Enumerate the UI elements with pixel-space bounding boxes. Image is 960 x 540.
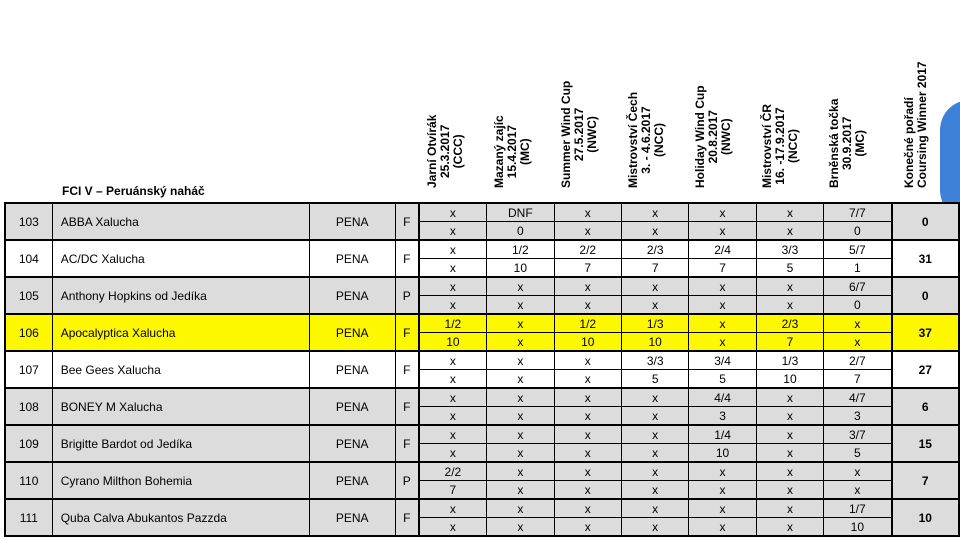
dog-entry (5, 203, 959, 240)
placement-cell: x (756, 462, 823, 481)
placement-cell: x (756, 277, 823, 296)
points-cell: x (621, 481, 688, 500)
table-row (5, 314, 959, 333)
points-cell: 5 (756, 259, 823, 278)
table-row (5, 499, 959, 518)
column-header-line1: Brněnská točka (827, 98, 841, 188)
column-header-line3: (NCC) (786, 128, 800, 163)
category-title: FCI V – Peruánský naháč (62, 184, 205, 198)
total-points: 31 (892, 240, 959, 277)
placement-cell: x (554, 425, 621, 444)
column-header-line1: Mistrovství Čech (626, 91, 640, 188)
catalog-number: 106 (5, 314, 52, 351)
points-cell: 7 (756, 333, 823, 352)
points-cell: x (419, 222, 487, 241)
column-header-5 (694, 85, 733, 188)
placement-cell: 2/3 (756, 314, 823, 333)
column-header-line1: Jarní Otvírák (425, 114, 439, 188)
placement-cell: x (487, 277, 554, 296)
points-cell: 10 (621, 333, 688, 352)
total-points: 37 (892, 314, 959, 351)
placement-cell: x (621, 425, 688, 444)
placement-cell: x (756, 499, 823, 518)
placement-cell: x (487, 314, 554, 333)
dog-entry (5, 314, 959, 351)
points-cell: 3 (824, 407, 892, 426)
points-cell: x (554, 370, 621, 389)
points-cell: x (689, 222, 756, 241)
placement-cell: x (554, 277, 621, 296)
points-cell: x (756, 222, 823, 241)
dog-name: Apocalyptica Xalucha (52, 314, 309, 351)
points-cell: x (554, 296, 621, 315)
total-points: 6 (892, 388, 959, 425)
total-points: 0 (892, 277, 959, 314)
breed-code: PENA (309, 462, 395, 499)
placement-cell: x (621, 499, 688, 518)
points-cell: 10 (487, 259, 554, 278)
points-cell: 0 (824, 222, 892, 241)
sex-code: P (395, 277, 418, 314)
placement-cell: x (487, 462, 554, 481)
points-cell: x (487, 296, 554, 315)
placement-cell: 4/4 (689, 388, 756, 407)
points-cell: 10 (824, 518, 892, 537)
placement-cell: x (419, 240, 487, 259)
placement-cell: 3/4 (689, 351, 756, 370)
points-cell: x (487, 333, 554, 352)
table-row (5, 277, 959, 296)
points-cell: x (554, 222, 621, 241)
placement-cell: x (419, 499, 487, 518)
points-cell: x (689, 481, 756, 500)
column-header-line3: (NWC) (719, 118, 733, 156)
points-cell: x (487, 518, 554, 537)
table-row (5, 462, 959, 481)
column-header-7 (828, 99, 867, 188)
dog-name: AC/DC Xalucha (52, 240, 309, 277)
column-header-line3: (NCC) (652, 122, 666, 157)
total-points: 0 (892, 203, 959, 240)
column-header-8 (903, 61, 929, 188)
placement-cell: x (419, 351, 487, 370)
breed-code: PENA (309, 240, 395, 277)
sex-code: F (395, 203, 418, 240)
catalog-number: 111 (5, 499, 52, 536)
points-cell: 10 (756, 370, 823, 389)
placement-cell: 1/2 (419, 314, 487, 333)
points-cell: 5 (824, 444, 892, 463)
placement-cell: 1/4 (689, 425, 756, 444)
points-cell: x (554, 444, 621, 463)
placement-cell: 6/7 (824, 277, 892, 296)
points-cell: 0 (824, 296, 892, 315)
column-header-line2: 20.8.2017 (706, 110, 720, 164)
points-cell: 7 (554, 259, 621, 278)
points-cell: x (487, 407, 554, 426)
placement-cell: DNF (487, 203, 554, 222)
placement-cell: x (756, 203, 823, 222)
sex-code: F (395, 351, 418, 388)
points-cell: 5 (621, 370, 688, 389)
dog-name: ABBA Xalucha (52, 203, 309, 240)
points-cell: x (487, 370, 554, 389)
catalog-number: 108 (5, 388, 52, 425)
points-cell: x (756, 518, 823, 537)
total-points: 27 (892, 351, 959, 388)
placement-cell: 1/2 (487, 240, 554, 259)
placement-cell: x (419, 388, 487, 407)
column-header-line1: Mazaný zajíc (492, 115, 506, 188)
points-cell: 7 (824, 370, 892, 389)
dog-entry (5, 388, 959, 425)
points-cell: x (419, 407, 487, 426)
placement-cell: x (487, 388, 554, 407)
placement-cell: x (824, 314, 892, 333)
catalog-number: 104 (5, 240, 52, 277)
points-cell: x (824, 333, 892, 352)
placement-cell: x (419, 425, 487, 444)
table-row (5, 240, 959, 259)
placement-cell: 2/2 (554, 240, 621, 259)
dog-name: Cyrano Milthon Bohemia (52, 462, 309, 499)
points-cell: x (621, 296, 688, 315)
points-cell: x (824, 481, 892, 500)
points-cell: x (689, 333, 756, 352)
placement-cell: x (554, 499, 621, 518)
placement-cell: 3/3 (756, 240, 823, 259)
points-cell: x (621, 518, 688, 537)
sex-code: P (395, 462, 418, 499)
points-cell: x (756, 407, 823, 426)
points-cell: 10 (554, 333, 621, 352)
column-header-2 (493, 115, 532, 188)
column-headers (0, 0, 960, 200)
dog-name: Bee Gees Xalucha (52, 351, 309, 388)
points-cell: 3 (689, 407, 756, 426)
catalog-number: 103 (5, 203, 52, 240)
points-cell: 10 (419, 333, 487, 352)
points-cell: 5 (689, 370, 756, 389)
breed-code: PENA (309, 388, 395, 425)
points-cell: x (419, 518, 487, 537)
dog-name: Anthony Hopkins od Jedíka (52, 277, 309, 314)
column-header-line1: Holiday Wind Cup (693, 85, 707, 188)
table-row (5, 388, 959, 407)
placement-cell: x (621, 388, 688, 407)
points-cell: x (554, 481, 621, 500)
table-row (5, 351, 959, 370)
placement-cell: x (621, 462, 688, 481)
breed-code: PENA (309, 425, 395, 462)
column-header-6 (761, 104, 800, 188)
column-header-line1: Summer Wind Cup (559, 80, 573, 188)
placement-cell: x (689, 499, 756, 518)
placement-cell: 1/3 (756, 351, 823, 370)
placement-cell: x (689, 277, 756, 296)
placement-cell: 4/7 (824, 388, 892, 407)
placement-cell: x (756, 388, 823, 407)
placement-cell: 5/7 (824, 240, 892, 259)
breed-code: PENA (309, 314, 395, 351)
points-cell: 10 (689, 444, 756, 463)
sex-code: F (395, 388, 418, 425)
sex-code: F (395, 499, 418, 536)
column-header-line1: Konečné pořadí (902, 97, 916, 188)
placement-cell: x (487, 351, 554, 370)
points-cell: x (689, 518, 756, 537)
points-cell: 0 (487, 222, 554, 241)
points-cell: x (621, 407, 688, 426)
placement-cell: 2/7 (824, 351, 892, 370)
points-cell: 7 (621, 259, 688, 278)
sex-code: F (395, 314, 418, 351)
table-row (5, 203, 959, 222)
placement-cell: x (824, 462, 892, 481)
dog-name: Brigitte Bardot od Jedíka (52, 425, 309, 462)
column-header-line2: 3. - 4.6.2017 (639, 106, 653, 174)
placement-cell: 7/7 (824, 203, 892, 222)
placement-cell: x (621, 203, 688, 222)
dog-entry (5, 277, 959, 314)
placement-cell: x (487, 425, 554, 444)
table-row (5, 425, 959, 444)
dog-entry (5, 462, 959, 499)
column-header-line2: 30.9.2017 (840, 116, 854, 171)
placement-cell: 1/7 (824, 499, 892, 518)
points-cell: x (756, 296, 823, 315)
dog-entry (5, 240, 959, 277)
placement-cell: 3/3 (621, 351, 688, 370)
column-header-4 (627, 92, 666, 188)
points-cell: x (621, 444, 688, 463)
placement-cell: x (689, 462, 756, 481)
points-cell: x (554, 407, 621, 426)
placement-cell: x (689, 314, 756, 333)
points-cell: x (487, 444, 554, 463)
placement-cell: 2/3 (621, 240, 688, 259)
points-cell: x (756, 481, 823, 500)
dog-entry (5, 425, 959, 462)
points-cell: x (689, 296, 756, 315)
catalog-number: 109 (5, 425, 52, 462)
column-header-line3: (CCC) (451, 134, 465, 169)
column-header-line2: 25.3.2017 (438, 124, 452, 179)
placement-cell: 3/7 (824, 425, 892, 444)
points-cell: x (419, 259, 487, 278)
points-cell: 7 (419, 481, 487, 500)
points-cell: x (756, 444, 823, 463)
column-header-line2: 27.5.2017 (572, 107, 586, 162)
dog-name: BONEY M Xalucha (52, 388, 309, 425)
sex-code: F (395, 240, 418, 277)
points-cell: x (621, 222, 688, 241)
column-header-line3: (NWC) (585, 116, 599, 153)
placement-cell: 1/2 (554, 314, 621, 333)
points-cell: x (554, 518, 621, 537)
breed-code: PENA (309, 499, 395, 536)
placement-cell: x (554, 351, 621, 370)
placement-cell: 2/2 (419, 462, 487, 481)
placement-cell: x (554, 388, 621, 407)
points-cell: 7 (689, 259, 756, 278)
column-header-3 (560, 81, 599, 188)
dog-entry (5, 499, 959, 536)
placement-cell: x (487, 499, 554, 518)
catalog-number: 107 (5, 351, 52, 388)
placement-cell: 2/4 (689, 240, 756, 259)
total-points: 10 (892, 499, 959, 536)
dog-name: Quba Calva Abukantos Pazzda (52, 499, 309, 536)
catalog-number: 110 (5, 462, 52, 499)
column-header-1 (426, 115, 465, 188)
total-points: 15 (892, 425, 959, 462)
column-header-line2: Coursing Winner 2017 (915, 61, 929, 188)
placement-cell: x (419, 277, 487, 296)
sex-code: F (395, 425, 418, 462)
column-header-line2: 16. -17.9.2017 (773, 107, 787, 185)
catalog-number: 105 (5, 277, 52, 314)
breed-code: PENA (309, 277, 395, 314)
breed-code: PENA (309, 203, 395, 240)
placement-cell: x (419, 203, 487, 222)
column-header-line1: Mistrovství ČR (760, 103, 774, 188)
points-cell: x (419, 370, 487, 389)
placement-cell: x (554, 203, 621, 222)
total-points: 7 (892, 462, 959, 499)
placement-cell: x (621, 277, 688, 296)
points-cell: x (419, 444, 487, 463)
column-header-line2: 15.4.2017 (505, 124, 519, 179)
column-header-line3: (MC) (518, 138, 532, 165)
column-header-line3: (MC) (853, 129, 867, 157)
points-cell: x (419, 296, 487, 315)
points-cell: 1 (824, 259, 892, 278)
placement-cell: x (689, 203, 756, 222)
placement-cell: 1/3 (621, 314, 688, 333)
results-table (4, 202, 960, 537)
dog-entry (5, 351, 959, 388)
breed-code: PENA (309, 351, 395, 388)
placement-cell: x (756, 425, 823, 444)
placement-cell: x (554, 462, 621, 481)
points-cell: x (487, 481, 554, 500)
